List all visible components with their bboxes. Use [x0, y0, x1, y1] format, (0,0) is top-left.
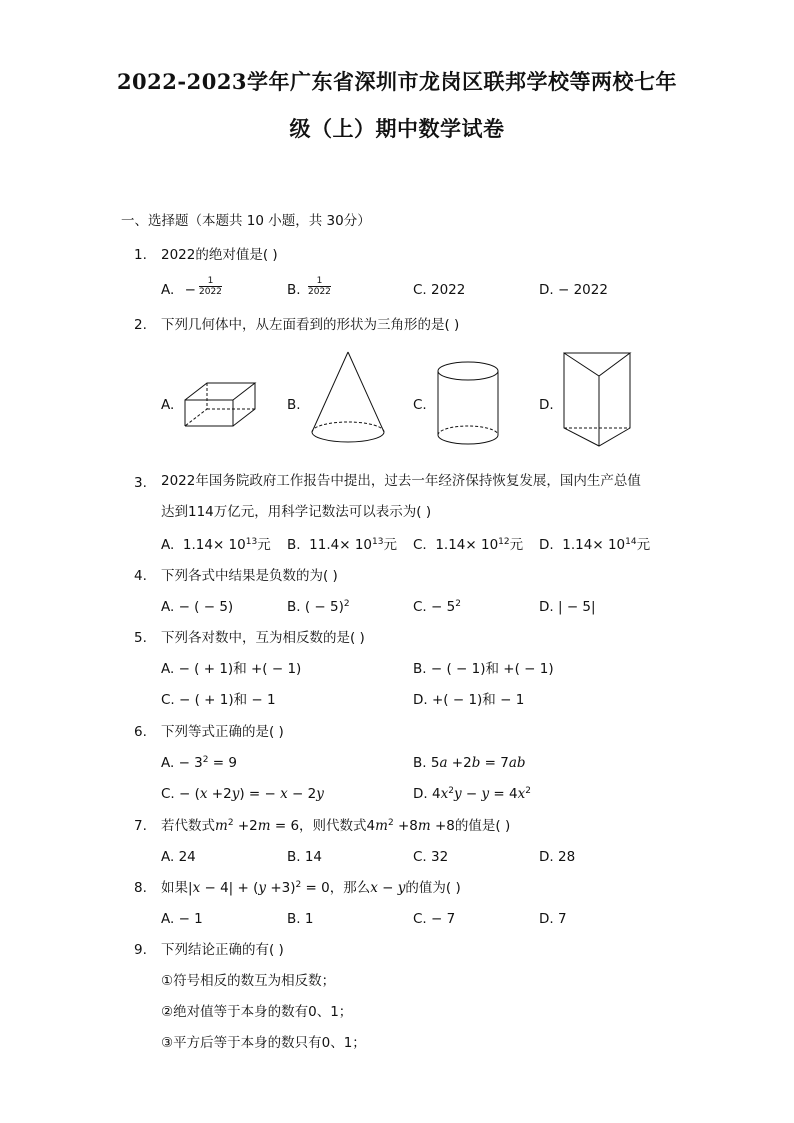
- q6-option-d: [413, 785, 531, 803]
- q8-option-d: D. 7: [539, 911, 567, 927]
- variable: a: [439, 755, 448, 771]
- variable: y: [231, 786, 240, 802]
- q6-option-a: [161, 754, 237, 772]
- q8-option-c: C. − 7: [413, 911, 456, 927]
- base: B. ( − 5): [287, 599, 344, 615]
- option-label: A.: [161, 282, 175, 298]
- q7-option-b: B. 14: [287, 849, 323, 865]
- q6-option-b: [413, 754, 526, 772]
- unit: 元: [509, 537, 524, 553]
- q3-option-c: [413, 536, 523, 554]
- exam-title-line1: 2022-2023学年广东省深圳市龙岗区联邦学校等两校七年: [116, 69, 678, 94]
- q2-option-a-label: A.: [161, 397, 175, 413]
- text: B. 5: [413, 755, 440, 771]
- variable: ab: [508, 755, 526, 771]
- q1-b-fraction: [308, 276, 331, 297]
- exponent: 2: [343, 599, 350, 609]
- text: − 4| + (: [200, 880, 259, 896]
- exponent: 13: [245, 537, 258, 547]
- base: C. − 5: [413, 599, 456, 615]
- text: +8的值是( ): [430, 818, 511, 834]
- numerator: 1: [316, 276, 323, 286]
- exponent: 13: [372, 537, 384, 547]
- option-label: A.: [161, 537, 175, 553]
- q1-option-b-label: B.: [287, 282, 301, 298]
- variable: y: [316, 786, 324, 802]
- variable: x: [199, 786, 208, 802]
- text: +2: [447, 755, 472, 771]
- q5-option-c: C. − ( + 1)和 − 1: [161, 692, 276, 708]
- text: D. 4: [413, 786, 441, 802]
- q5-stem: 下列各对数中，互为相反数的是( ): [161, 630, 365, 646]
- text: = 9: [208, 755, 237, 771]
- variable: y: [397, 880, 406, 896]
- q3-option-a: [161, 536, 271, 554]
- exponent: 2: [455, 599, 461, 609]
- q4-option-c: [413, 598, 461, 616]
- q3-stem-line2: 达到114万亿元，用科学记数法可以表示为( ): [161, 504, 432, 520]
- variable: m: [375, 818, 388, 834]
- variable: b: [471, 755, 481, 771]
- exponent: 14: [625, 537, 637, 547]
- q7-number: 7.: [134, 818, 147, 834]
- q9-statement-2: ②绝对值等于本身的数有0、1；: [161, 1004, 353, 1020]
- text: = 7: [480, 755, 509, 771]
- option-label: D.: [539, 537, 554, 553]
- q5-option-a: A. − ( + 1)和 +( − 1): [161, 661, 302, 677]
- denominator: 2022: [199, 287, 222, 297]
- q3-number: 3.: [134, 475, 147, 491]
- q2-option-c-label: C.: [413, 397, 427, 413]
- option-label: C.: [413, 537, 427, 553]
- q8-number: 8.: [134, 880, 147, 896]
- q1-number: 1.: [134, 247, 147, 263]
- variable: m: [215, 818, 228, 834]
- exponent: 2: [387, 818, 394, 828]
- text: 如果|: [161, 880, 193, 896]
- q4-number: 4.: [134, 568, 147, 584]
- q1-option-d: D. − 2022: [539, 282, 608, 298]
- exponent: 2: [448, 786, 454, 796]
- text: = 0，那么: [301, 880, 371, 896]
- exponent: 2: [525, 786, 531, 796]
- q6-stem: 下列等式正确的是( ): [161, 724, 284, 740]
- q3-option-b: [287, 536, 397, 554]
- q2-option-d-label: D.: [539, 397, 554, 413]
- q1-option-a: [161, 281, 196, 299]
- q1-a-fraction: [199, 276, 222, 297]
- q7-option-c: C. 32: [413, 849, 449, 865]
- triangular-prism-figure: [563, 352, 633, 448]
- variable: m: [417, 818, 431, 834]
- variable: x: [440, 786, 449, 802]
- text: −: [377, 880, 398, 896]
- base: 1.14× 10: [435, 537, 499, 553]
- variable: x: [280, 786, 288, 802]
- base: 11.4× 10: [309, 537, 372, 553]
- variable: y: [481, 786, 490, 802]
- base: 1.14× 10: [182, 537, 246, 553]
- q8-option-b: B. 1: [287, 911, 314, 927]
- q9-number: 9.: [134, 942, 147, 958]
- q6-number: 6.: [134, 724, 147, 740]
- text: = 4: [489, 786, 518, 802]
- variable: x: [370, 880, 378, 896]
- q9-statement-1: ①符号相反的数互为相反数；: [161, 973, 336, 989]
- text: A. − 3: [161, 755, 203, 771]
- variable: x: [517, 786, 526, 802]
- minus-sign: −: [184, 282, 196, 298]
- q5-option-d: D. +( − 1)和 − 1: [413, 692, 525, 708]
- unit: 元: [383, 537, 397, 553]
- variable: y: [258, 880, 267, 896]
- variable: y: [453, 786, 462, 802]
- text: 若代数式: [161, 818, 215, 834]
- variable: m: [257, 818, 271, 834]
- q8-stem: [161, 879, 461, 897]
- text: 的值为( ): [405, 880, 461, 896]
- q5-option-b: B. − ( − 1)和 +( − 1): [413, 661, 554, 677]
- cuboid-figure: [185, 382, 265, 428]
- base: 1.14× 10: [562, 537, 626, 553]
- exponent: 2: [202, 755, 209, 765]
- q7-option-a: A. 24: [161, 849, 196, 865]
- exam-title-line2: 级（上）期中数学试卷: [289, 116, 505, 141]
- q9-stem: 下列结论正确的有( ): [161, 942, 284, 958]
- q8-option-a: A. − 1: [161, 911, 203, 927]
- exponent: 2: [295, 880, 302, 890]
- text: +3): [266, 880, 296, 896]
- variable: x: [192, 880, 201, 896]
- q7-stem: [161, 817, 510, 835]
- numerator: 1: [207, 276, 214, 286]
- q4-option-b: [287, 598, 350, 616]
- section-heading: 一、选择题（本题共 10 小题，共 30分）: [121, 213, 371, 229]
- q2-number: 2.: [134, 317, 147, 333]
- cylinder-figure: [436, 360, 500, 446]
- text: C. − (: [161, 786, 200, 802]
- q2-stem: 下列几何体中，从左面看到的形状为三角形的是( ): [161, 317, 460, 333]
- unit: 元: [257, 537, 271, 553]
- q1-option-c: C. 2022: [413, 282, 466, 298]
- cone-figure: [311, 351, 385, 445]
- q2-option-b-label: B.: [287, 397, 301, 413]
- q5-number: 5.: [134, 630, 147, 646]
- text: +2: [207, 786, 232, 802]
- exponent: 2: [227, 818, 234, 828]
- q7-option-d: D. 28: [539, 849, 576, 865]
- denominator: 2022: [308, 287, 331, 297]
- text: −: [461, 786, 482, 802]
- q9-statement-3: ③平方后等于本身的数只有0、1；: [161, 1035, 366, 1051]
- text: +8: [393, 818, 418, 834]
- q6-option-c: [161, 785, 324, 803]
- q4-stem: 下列各式中结果是负数的为( ): [161, 568, 338, 584]
- text: = 6，则代数式4: [270, 818, 376, 834]
- q3-option-d: [539, 536, 650, 554]
- text: ) = −: [239, 786, 281, 802]
- text: +2: [233, 818, 258, 834]
- exponent: 12: [498, 537, 510, 547]
- q1-stem: 2022的绝对值是( ): [161, 247, 278, 263]
- q3-stem-line1: 2022年国务院政府工作报告中提出，过去一年经济保持恢复发展，国内生产总值: [161, 473, 641, 489]
- unit: 元: [636, 537, 651, 553]
- q4-option-d: D. | − 5|: [539, 599, 596, 615]
- text: − 2: [287, 786, 317, 802]
- option-label: B.: [287, 537, 301, 553]
- q4-option-a: A. − ( − 5): [161, 599, 234, 615]
